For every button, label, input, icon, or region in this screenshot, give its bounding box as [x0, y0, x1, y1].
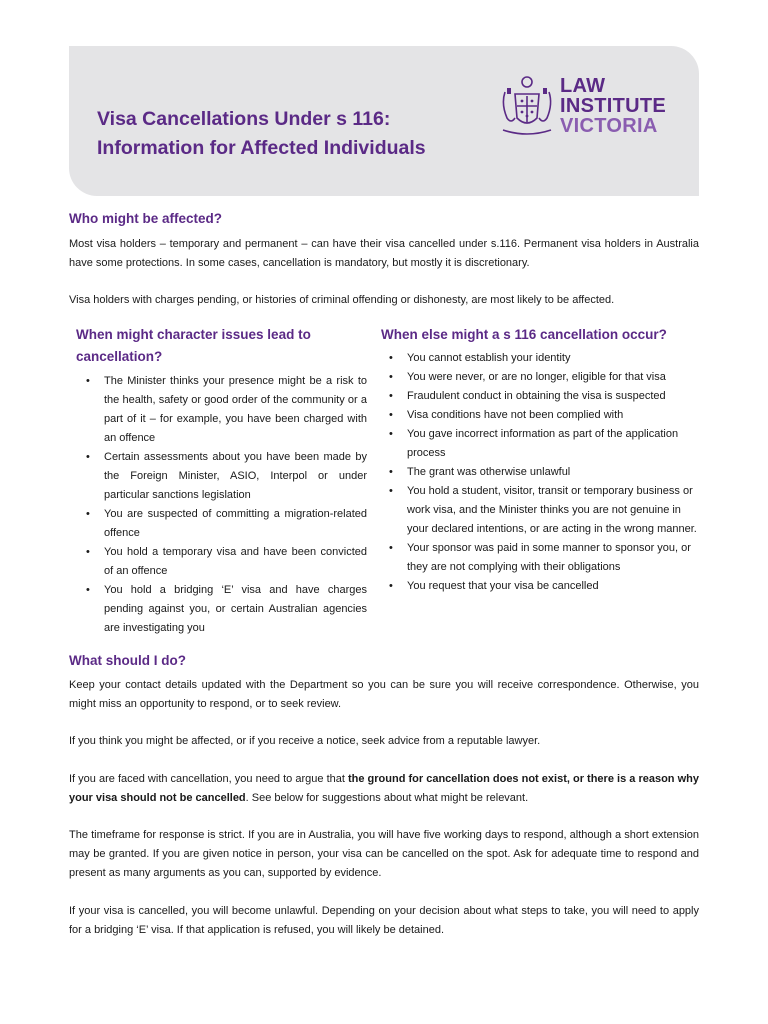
what-to-do-paragraph-3: If you are faced with cancellation, you need to argue that the ground for cancellation does not exist, or there is a reason why your visa should not be cancelled. See below for suggestions about what might be relevant. [69, 773, 699, 804]
what-to-do-paragraph-1: Keep your contact details updated with the Department so you can be sure you will receive correspondence. Otherwise, you might miss an opportunity to respond, or to seek review. [69, 679, 699, 710]
list-item: • You hold a temporary visa and have been convicted of an offence [84, 543, 367, 581]
what-to-do-heading: What should I do? [69, 653, 186, 668]
header-band [69, 46, 699, 196]
who-affected-paragraph-1: Most visa holders – temporary and permanent – can have their visa cancelled under s.116. Permanent visa holders in Australia have some protections. In some cases, cancellation is mandatory, but mostly it is discretionary. [69, 238, 699, 269]
what-to-do-paragraph-4: The timeframe for response is strict. If you are in Australia, you will have five working days to respond, although a short extension may be granted. If you are given notice in person, your visa can be cancelled on the spot. Ask for adequate time to respond and present as many arguments as you can, supported by evidence. [69, 829, 699, 879]
list-item: • You hold a bridging ‘E’ visa and have charges pending against you, or certain Australian agencies are investigating you [84, 581, 367, 638]
character-list [84, 372, 367, 638]
law-institute-logo [497, 70, 687, 142]
list-item: • The grant was otherwise unlawful [387, 463, 700, 482]
list-item: • You request that your visa be cancelled [387, 577, 700, 596]
who-affected-heading: Who might be affected? [69, 211, 222, 226]
character-heading: When might character issues lead to cancellation? [76, 327, 311, 364]
other-grounds-heading: When else might a s 116 cancellation occur? [381, 327, 667, 342]
list-item: • The Minister thinks your presence might be a risk to the health, safety or good order of the community or a part of it – for example, you have been charged with an offence [84, 372, 367, 448]
page-title [97, 105, 426, 163]
list-item: • You gave incorrect information as part of the application process [387, 425, 700, 463]
list-item: • Fraudulent conduct in obtaining the visa is suspected [387, 387, 700, 406]
other-grounds-list [387, 349, 700, 596]
coat-of-arms-icon [497, 74, 557, 138]
list-item: • You hold a student, visitor, transit or temporary business or work visa, and the Minister thinks you are not genuine in your declared intentions, or are acting in the wrong manner. [387, 482, 700, 539]
who-affected-paragraph-2: Visa holders with charges pending, or histories of criminal offending or dishonesty, are most likely to be affected. [69, 294, 615, 306]
list-item: • You are suspected of committing a migration-related offence [84, 505, 367, 543]
list-item: • Visa conditions have not been complied with [387, 406, 700, 425]
list-item: • Certain assessments about you have been made by the Foreign Minister, ASIO, Interpol or under particular sanctions legislation [84, 448, 367, 505]
title-line-2: Information for Affected Individuals [97, 137, 426, 159]
what-to-do-paragraph-5: If your visa is cancelled, you will become unlawful. Depending on your decision about what steps to take, you will need to apply for a bridging ‘E’ visa. If that application is refused, you will likely be detained. [69, 905, 699, 936]
title-line-1: Visa Cancellations Under s 116: [97, 108, 391, 130]
what-to-do-paragraph-2: If you think you might be affected, or if you receive a notice, seek advice from a reputable lawyer. [69, 735, 541, 747]
list-item: • Your sponsor was paid in some manner to sponsor you, or they are not complying with their obligations [387, 539, 700, 577]
list-item: • You were never, or are no longer, eligible for that visa [387, 368, 700, 387]
list-item: • You cannot establish your identity [387, 349, 700, 368]
logo-wordmark: LAW INSTITUTE VICTORIA [560, 75, 667, 137]
